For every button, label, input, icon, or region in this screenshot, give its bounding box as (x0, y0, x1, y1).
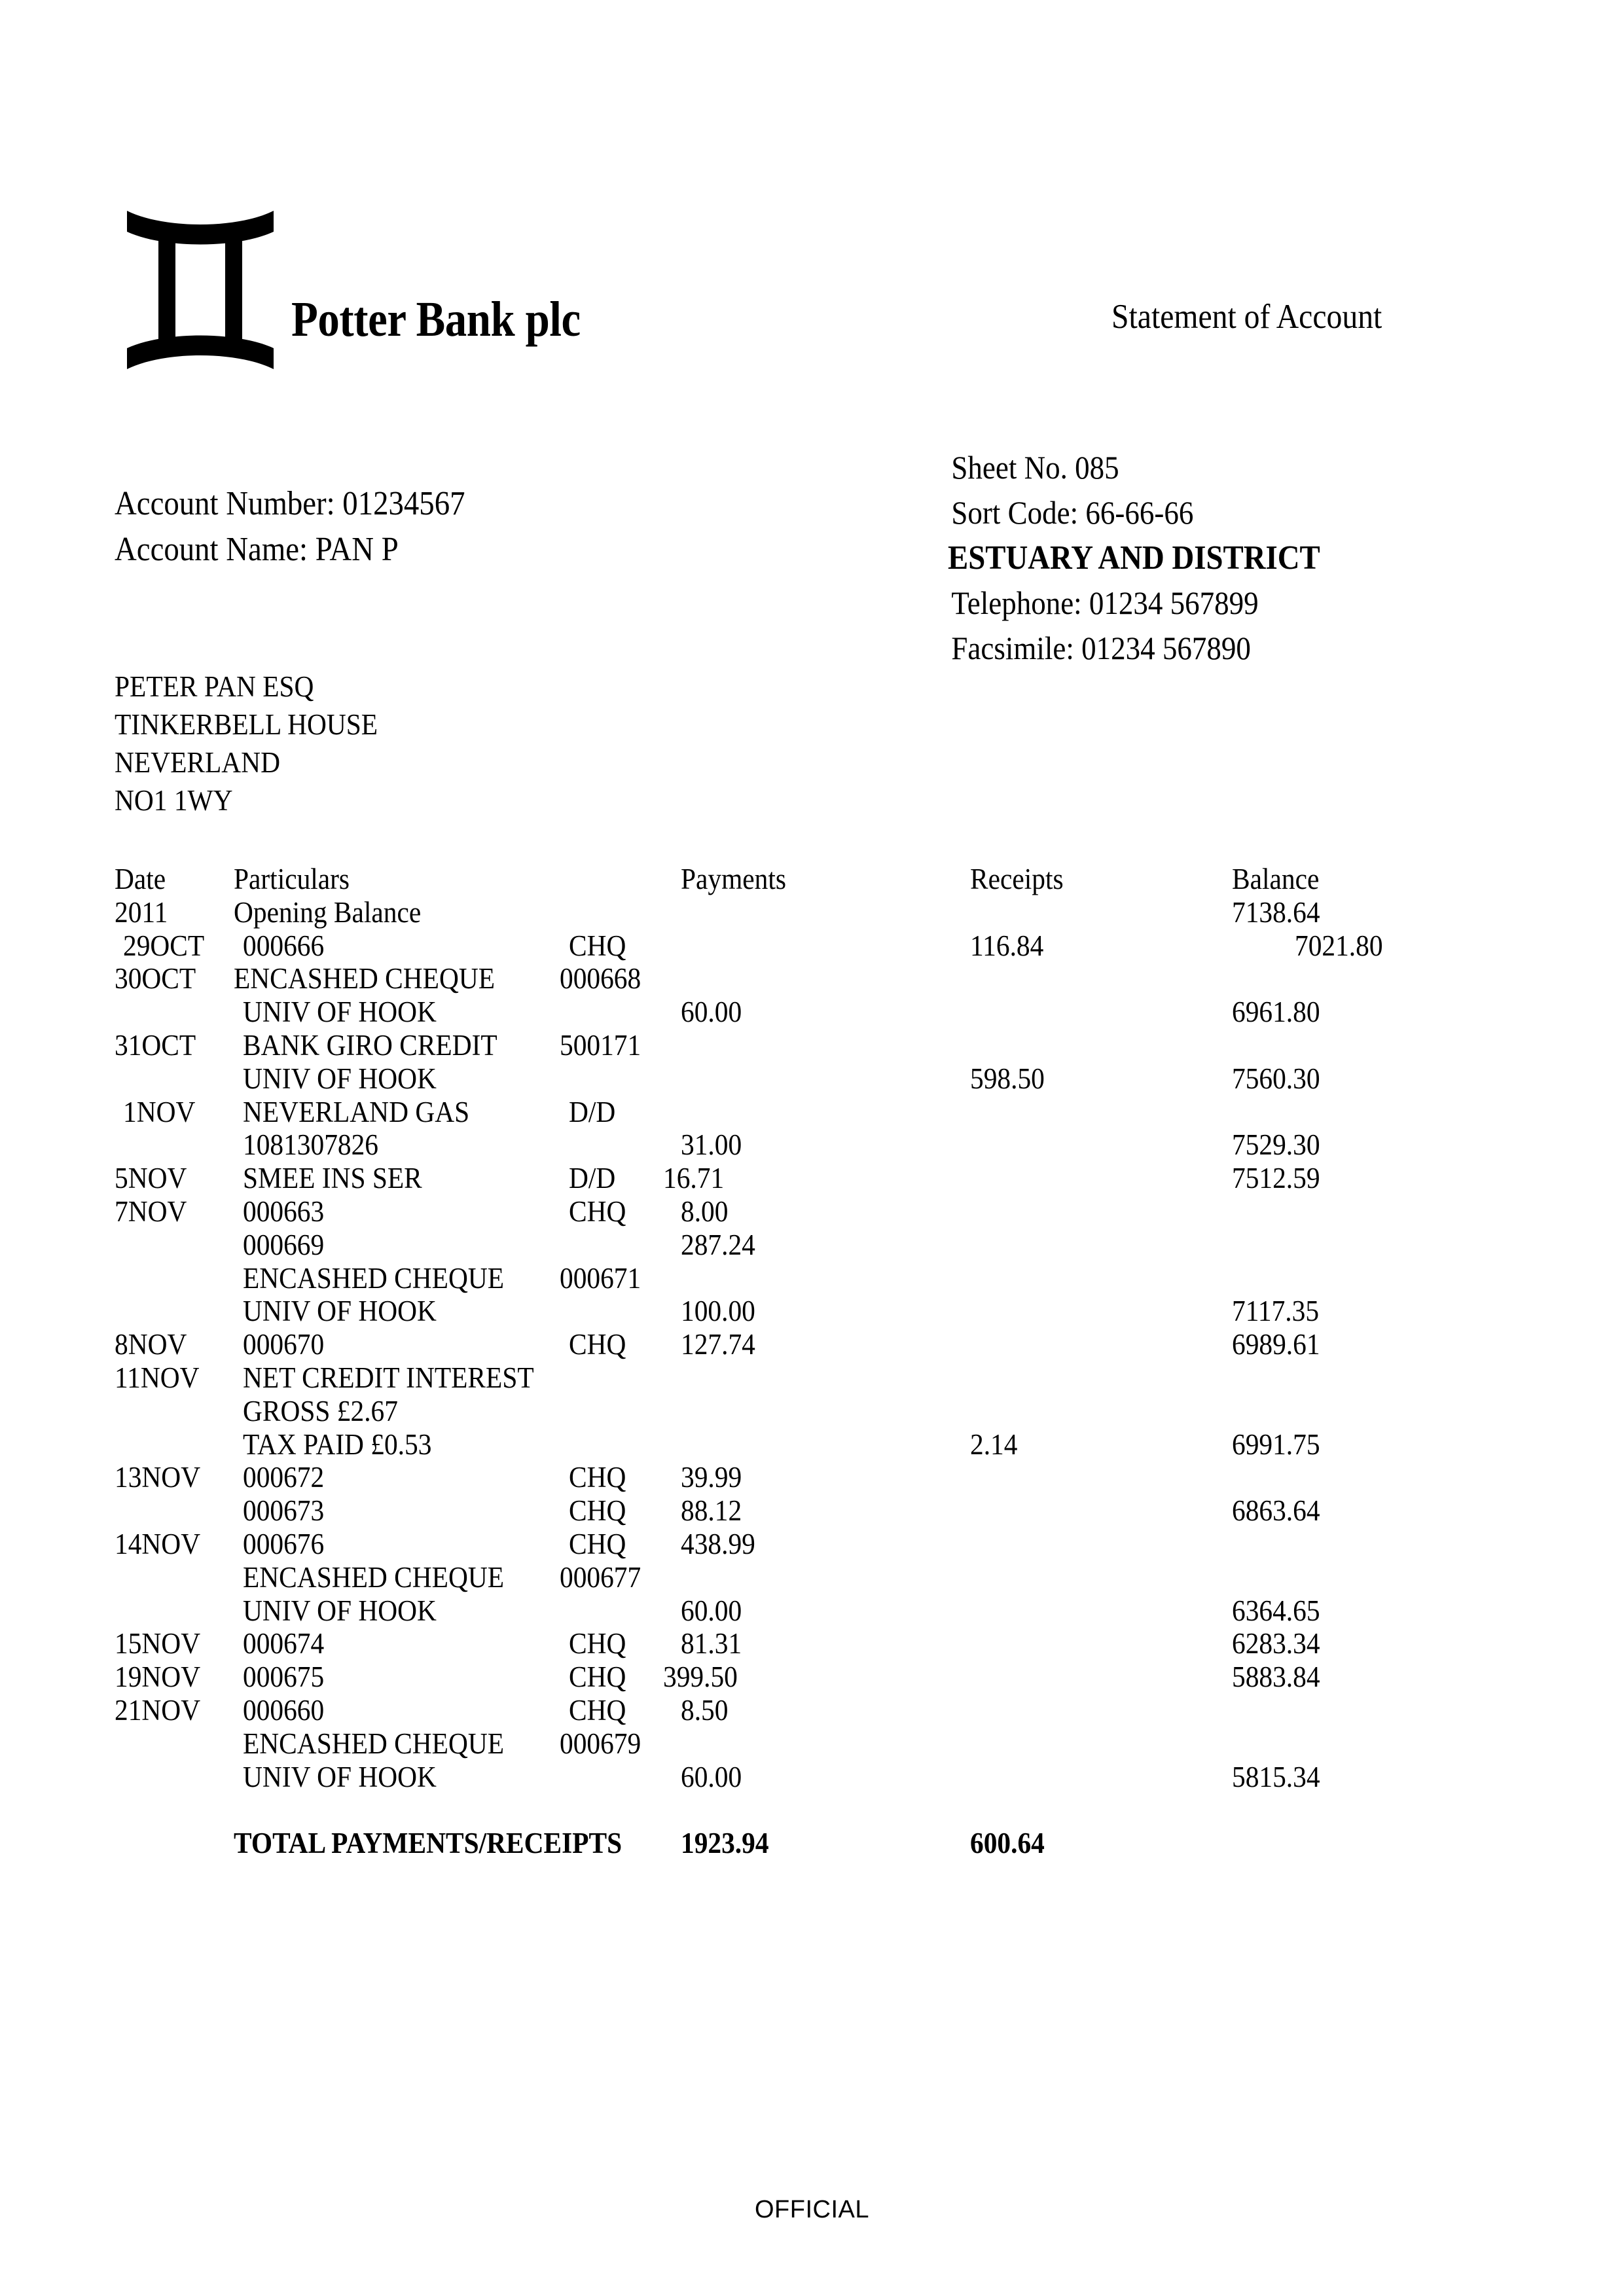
table-row (0, 1128, 1624, 1162)
cell-receipt: 116.84 (970, 929, 1044, 962)
table-row (0, 1694, 1624, 1727)
cell-date: 5NOV (115, 1162, 187, 1195)
cell-payment: 60.00 (681, 1760, 742, 1793)
table-row (0, 1428, 1624, 1462)
cell-particulars: 000666 (243, 929, 325, 962)
column-header-balance: Balance (1232, 863, 1320, 895)
cell-particulars: SMEE INS SER (243, 1162, 422, 1195)
cell-type: CHQ (569, 1627, 626, 1660)
cell-date: 1NOV (123, 1095, 196, 1128)
cell-particulars: 000672 (243, 1461, 325, 1494)
cell-payment: 60.00 (681, 1594, 742, 1627)
cell-date: 11NOV (115, 1361, 200, 1394)
table-row (0, 1029, 1624, 1062)
cell-type: CHQ (569, 1660, 626, 1694)
cell-particulars: UNIV OF HOOK (243, 1594, 437, 1627)
cell-receipt: 2.14 (970, 1427, 1018, 1461)
cell-type: CHQ (569, 1194, 626, 1228)
column-header-payments: Payments (681, 863, 786, 895)
table-spacer (0, 1793, 1624, 1827)
address-line: NO1 1WY (115, 784, 233, 817)
totals-receipts: 600.64 (970, 1827, 1045, 1860)
cell-payment: 16.71 (663, 1162, 725, 1195)
totals-payments: 1923.94 (681, 1827, 769, 1860)
cell-particulars: TAX PAID £0.53 (243, 1427, 432, 1461)
cell-date: 8NOV (115, 1328, 187, 1361)
cell-date: 13NOV (115, 1461, 201, 1494)
cell-particulars: BANK GIRO CREDIT (243, 1028, 497, 1062)
cell-particulars: 000676 (243, 1527, 325, 1560)
cell-payment: 127.74 (681, 1328, 755, 1361)
cell-particulars: ENCASHED CHEQUE (243, 1560, 505, 1594)
cell-particulars: 000675 (243, 1660, 325, 1694)
transaction-table (0, 863, 1624, 1860)
cell-particulars: 000673 (243, 1494, 325, 1528)
cell-balance: 7512.59 (1232, 1162, 1320, 1195)
cell-type: CHQ (569, 1527, 626, 1560)
table-row (0, 1262, 1624, 1295)
cell-particulars: ENCASHED CHEQUE (243, 1727, 505, 1760)
bank-name: Potter Bank plc (291, 292, 581, 347)
cell-balance: 7021.80 (1295, 929, 1383, 962)
cell-payment: 81.31 (681, 1627, 742, 1660)
table-row (0, 1594, 1624, 1628)
cell-balance: 6863.64 (1232, 1494, 1320, 1528)
cell-payment: 8.00 (681, 1194, 729, 1228)
telephone: Telephone: 01234 567899 (951, 584, 1259, 621)
cell-balance: 7117.35 (1232, 1295, 1320, 1328)
totals-row (0, 1827, 1624, 1860)
cell-date: 29OCT (123, 929, 205, 962)
cell-date: 14NOV (115, 1527, 201, 1560)
cell-type: CHQ (569, 929, 626, 962)
cell-particulars: 000670 (243, 1328, 325, 1361)
sheet-number: Sheet No. 085 (951, 449, 1119, 486)
cell-date: 31OCT (115, 1028, 196, 1062)
cell-balance: 7560.30 (1232, 1062, 1320, 1095)
table-row (0, 1096, 1624, 1129)
table-row (0, 1295, 1624, 1328)
table-row (0, 1494, 1624, 1528)
table-row (0, 962, 1624, 996)
cell-payment: 438.99 (681, 1527, 755, 1560)
cell-receipt: 598.50 (970, 1062, 1045, 1095)
table-row (0, 1062, 1624, 1096)
column-header-particulars: Particulars (234, 863, 350, 895)
table-row (0, 1361, 1624, 1395)
cell-particulars: NEVERLAND GAS (243, 1095, 470, 1128)
cell-type: CHQ (569, 1328, 626, 1361)
table-row (0, 929, 1624, 963)
cell-particulars: UNIV OF HOOK (243, 1760, 437, 1793)
cell-particulars: 000663 (243, 1194, 325, 1228)
table-row (0, 1627, 1624, 1660)
cell-date: 30OCT (115, 962, 196, 996)
account-number-line: Account Number: 01234567 (115, 485, 465, 522)
cell-date: 2011 (115, 895, 168, 929)
cell-particulars: Opening Balance (234, 895, 422, 929)
cell-balance: 6283.34 (1232, 1627, 1320, 1660)
cell-particulars: ENCASHED CHEQUE (234, 962, 496, 996)
cell-type: D/D (569, 1162, 616, 1195)
facsimile: Facsimile: 01234 567890 (951, 630, 1251, 666)
column-header-date: Date (115, 863, 166, 895)
cell-payment: 31.00 (681, 1128, 742, 1162)
sort-code: Sort Code: 66-66-66 (951, 494, 1194, 531)
table-row (0, 1461, 1624, 1494)
cell-reference: 000668 (560, 962, 641, 996)
account-name-line: Account Name: PAN P (115, 531, 399, 568)
cell-balance: 5883.84 (1232, 1660, 1320, 1694)
cell-balance: 6991.75 (1232, 1427, 1320, 1461)
footer-official-marking: OFFICIAL (754, 2196, 870, 2223)
cell-date: 7NOV (115, 1194, 187, 1228)
column-header-receipts: Receipts (970, 863, 1064, 895)
cell-reference: 000671 (560, 1261, 641, 1295)
branch-details-block (948, 445, 1537, 671)
cell-type: CHQ (569, 1494, 626, 1528)
table-row (0, 1328, 1624, 1361)
cell-date: 19NOV (115, 1660, 201, 1694)
cell-reference: 000677 (560, 1560, 641, 1594)
statement-title: Statement of Account (1111, 298, 1382, 336)
cell-reference: 000679 (560, 1727, 641, 1760)
cell-particulars: NET CREDIT INTEREST (243, 1361, 534, 1394)
cell-particulars: UNIV OF HOOK (243, 996, 437, 1029)
cell-balance: 7138.64 (1232, 895, 1320, 929)
table-row (0, 1660, 1624, 1694)
cell-balance: 6364.65 (1232, 1594, 1320, 1627)
cell-payment: 287.24 (681, 1228, 755, 1261)
cell-particulars: 1081307826 (243, 1128, 378, 1162)
cell-particulars: UNIV OF HOOK (243, 1062, 437, 1095)
table-row (0, 1727, 1624, 1761)
address-line: PETER PAN ESQ (115, 670, 314, 703)
cell-particulars: 000660 (243, 1693, 325, 1727)
table-header-row (0, 863, 1624, 896)
cell-particulars: 000669 (243, 1228, 325, 1261)
table-row (0, 896, 1624, 929)
totals-label: TOTAL PAYMENTS/RECEIPTS (234, 1827, 623, 1860)
cell-type: CHQ (569, 1461, 626, 1494)
cell-particulars: ENCASHED CHEQUE (243, 1261, 505, 1295)
cell-payment: 100.00 (681, 1295, 755, 1328)
table-row (0, 1761, 1624, 1794)
customer-address-block (115, 668, 769, 819)
table-row (0, 1561, 1624, 1594)
cell-particulars: UNIV OF HOOK (243, 1295, 437, 1328)
cell-payment: 399.50 (663, 1660, 738, 1694)
branch-name: ESTUARY AND DISTRICT (948, 539, 1320, 577)
gemini-logo-icon (124, 208, 276, 372)
table-row (0, 1162, 1624, 1195)
cell-date: 21NOV (115, 1693, 201, 1727)
cell-particulars: 000674 (243, 1627, 325, 1660)
cell-particulars: GROSS £2.67 (243, 1394, 398, 1427)
cell-payment: 88.12 (681, 1494, 742, 1528)
cell-reference: 500171 (560, 1028, 641, 1062)
masthead (124, 196, 1499, 373)
address-line: NEVERLAND (115, 746, 280, 779)
cell-payment: 8.50 (681, 1693, 729, 1727)
cell-balance: 6989.61 (1232, 1328, 1320, 1361)
cell-balance: 5815.34 (1232, 1760, 1320, 1793)
cell-type: D/D (569, 1095, 616, 1128)
cell-payment: 60.00 (681, 996, 742, 1029)
cell-type: CHQ (569, 1693, 626, 1727)
table-row (0, 1195, 1624, 1229)
cell-payment: 39.99 (681, 1461, 742, 1494)
cell-balance: 7529.30 (1232, 1128, 1320, 1162)
table-row (0, 996, 1624, 1029)
table-row (0, 1528, 1624, 1561)
cell-balance: 6961.80 (1232, 996, 1320, 1029)
account-details-block (115, 481, 867, 573)
cell-date: 15NOV (115, 1627, 201, 1660)
address-line: TINKERBELL HOUSE (115, 708, 378, 741)
table-row (0, 1395, 1624, 1428)
table-row (0, 1229, 1624, 1262)
